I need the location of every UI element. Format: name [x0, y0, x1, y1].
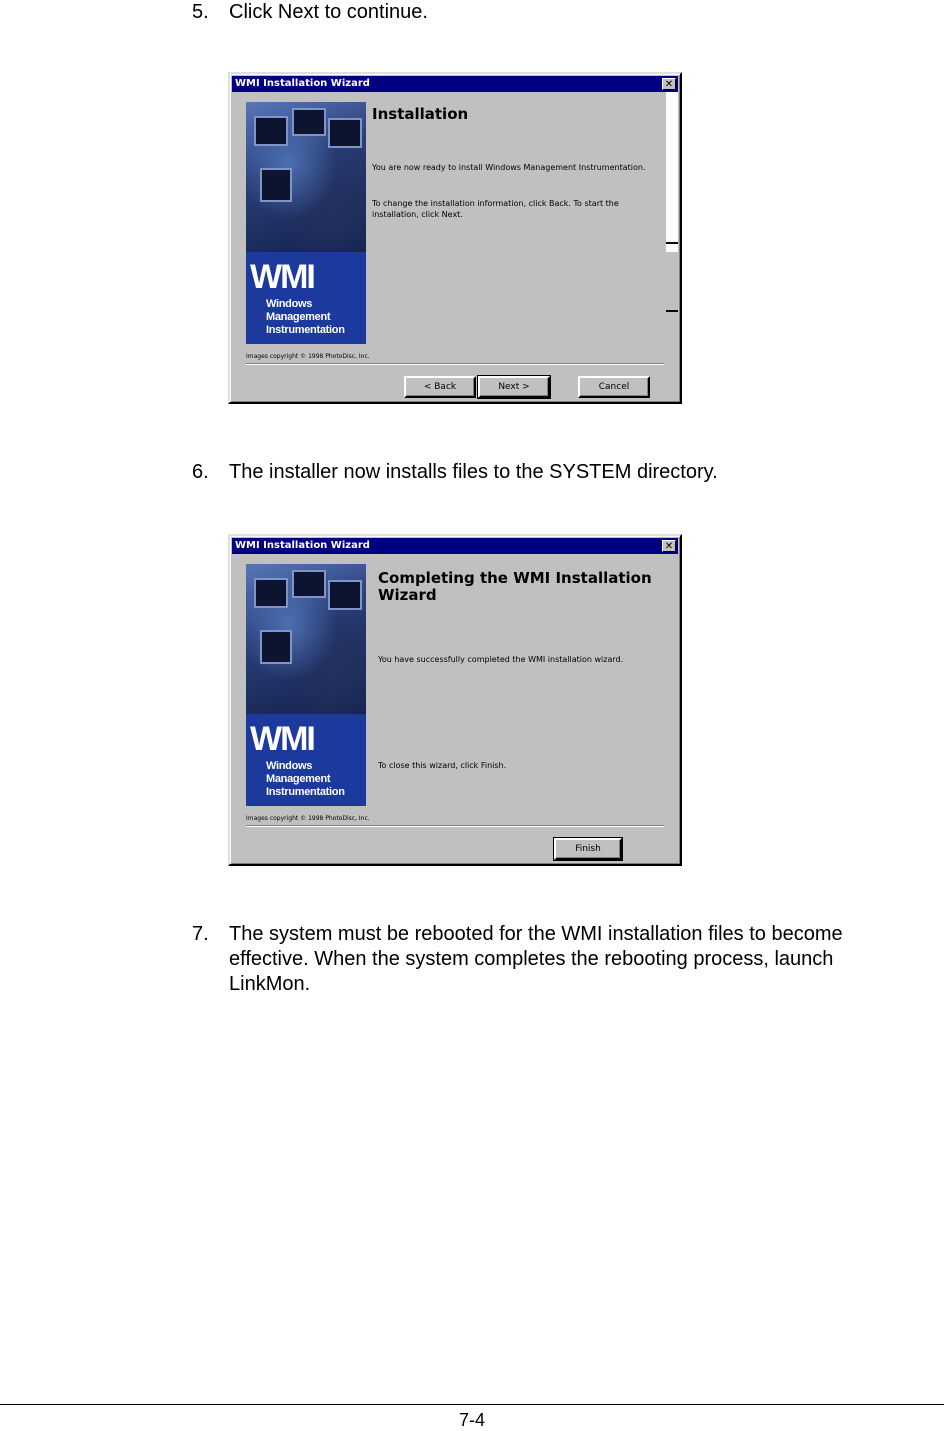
monitor-graphic: [292, 570, 326, 598]
monitor-graphic: [260, 168, 292, 202]
wmi-installation-dialog: [228, 72, 682, 404]
wmi-completion-dialog: [228, 534, 682, 866]
wmi-logo-subtitle: [266, 760, 345, 799]
dialog-separator: [246, 825, 664, 827]
subtitle-line: Windows: [266, 760, 313, 772]
divider-mark: [666, 242, 678, 244]
footer-rule: [0, 1404, 944, 1405]
back-button[interactable]: < Back: [404, 376, 476, 398]
dialog-heading: Completing the WMI Installation Wizard: [378, 569, 652, 604]
close-icon[interactable]: ✕: [662, 78, 676, 90]
monitor-graphic: [254, 116, 288, 146]
subtitle-line: Windows: [266, 298, 313, 310]
step-text: The installer now installs files to the SYSTEM directory.: [229, 461, 718, 483]
step-text: The system must be rebooted for the WMI installation files to become effective. When the system completes the rebooting process, launch LinkMon.: [229, 923, 843, 995]
subtitle-line: Instrumentation: [266, 786, 345, 798]
wmi-banner-image: [246, 102, 366, 344]
dialog-paragraph: You are now ready to install Windows Management Instrumentation.: [372, 163, 646, 172]
monitor-graphic: [292, 108, 326, 136]
finish-button[interactable]: Finish: [554, 838, 622, 860]
dialog-separator: [246, 363, 664, 365]
banner-photo: [246, 102, 366, 252]
cancel-button[interactable]: Cancel: [578, 376, 650, 398]
close-icon[interactable]: ✕: [662, 540, 676, 552]
divider-mark: [666, 310, 678, 312]
wmi-logo-subtitle: [266, 298, 345, 337]
subtitle-line: Management: [266, 773, 331, 785]
monitor-graphic: [260, 630, 292, 664]
step-number: 7.: [192, 923, 209, 945]
dialog-title-bar: [232, 76, 678, 92]
step-text: Click Next to continue.: [229, 1, 428, 23]
step-number: 6.: [192, 461, 209, 483]
wmi-logo-text: WMI: [250, 258, 314, 296]
dialog-heading: Installation: [372, 105, 469, 123]
monitor-graphic: [254, 578, 288, 608]
subtitle-line: Instrumentation: [266, 324, 345, 336]
banner-photo: [246, 564, 366, 714]
dialog-paragraph: To close this wizard, click Finish.: [378, 761, 507, 770]
monitor-graphic: [328, 580, 362, 610]
wmi-logo-text: WMI: [250, 720, 314, 758]
dialog-title: WMI Installation Wizard: [235, 78, 370, 89]
step-number: 5.: [192, 1, 209, 23]
subtitle-line: Management: [266, 311, 331, 323]
dialog-title: WMI Installation Wizard: [235, 540, 370, 551]
dialog-paragraph: You have successfully completed the WMI installation wizard.: [378, 655, 624, 664]
monitor-graphic: [328, 118, 362, 148]
image-copyright: Images copyright © 1998 PhotoDisc, Inc.: [246, 815, 370, 822]
scroll-strip: [666, 92, 678, 252]
image-copyright: Images copyright © 1998 PhotoDisc, Inc.: [246, 353, 370, 360]
dialog-title-bar: [232, 538, 678, 554]
dialog-paragraph: To change the installation information, click Back. To start the installation, click Next.: [372, 199, 619, 219]
page-number: 7-4: [458, 1410, 485, 1430]
next-button[interactable]: Next >: [478, 376, 550, 398]
wmi-banner-image: [246, 564, 366, 806]
